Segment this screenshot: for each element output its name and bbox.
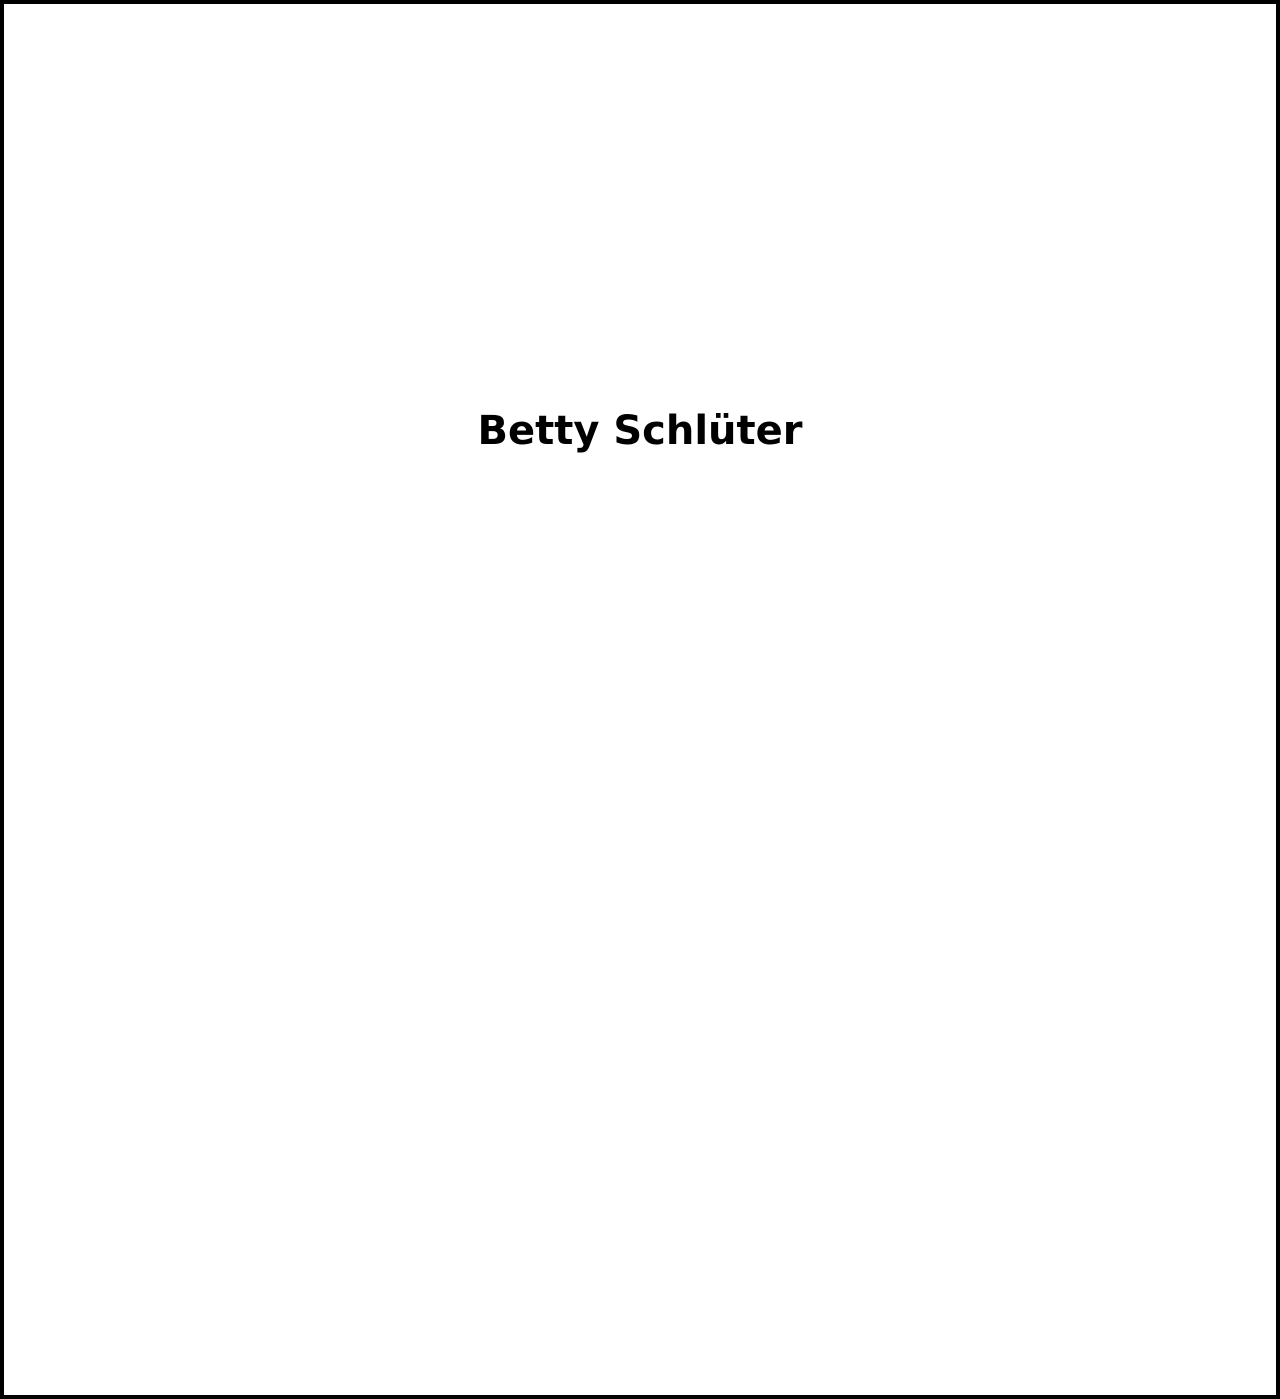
farewell-line-3 <box>4 1190 1276 1234</box>
poem-line-2 <box>4 112 1276 156</box>
care-thanks-line-2 <box>4 1016 1276 1060</box>
burial-line-1 <box>4 1250 1276 1294</box>
poem-line-5 <box>4 244 1276 288</box>
family-line-2 <box>4 830 1276 880</box>
farewell-line-2 <box>4 1146 1276 1190</box>
birth-name <box>4 504 1276 548</box>
family-line-3 <box>4 884 1276 934</box>
life-dates <box>4 560 1276 604</box>
poem-line-3 <box>4 156 1276 200</box>
burial-line-2 <box>4 1294 1276 1338</box>
thanks-line-1 <box>4 648 1276 692</box>
family-line-1 <box>4 776 1276 826</box>
thanks-line-2 <box>4 692 1276 736</box>
poem-line-1 <box>4 68 1276 112</box>
care-thanks-line-1 <box>4 972 1276 1016</box>
farewell-line-1 <box>4 1102 1276 1146</box>
poem-line-6 <box>4 288 1276 332</box>
poem-line-4 <box>4 200 1276 244</box>
deceased-name: Betty Schlüter <box>477 408 803 454</box>
